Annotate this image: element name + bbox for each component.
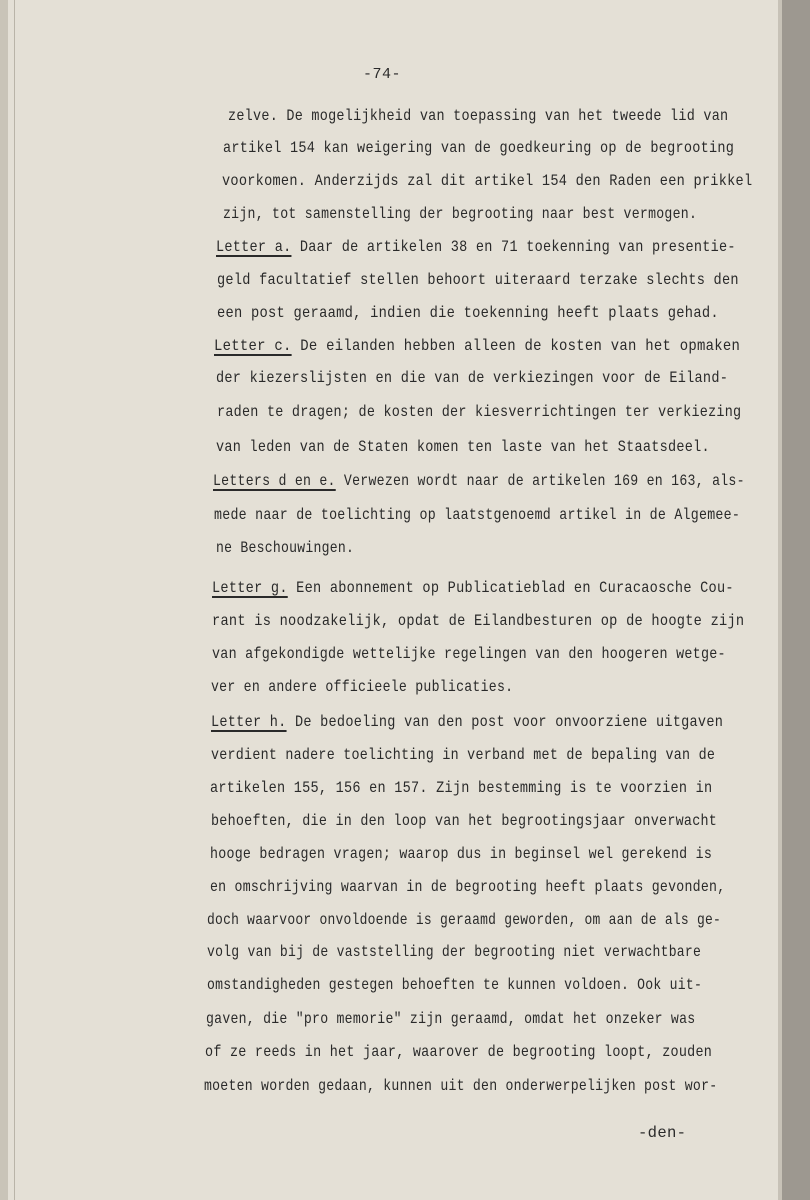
line-text: ne Beschouwingen.	[216, 539, 355, 557]
line-text: van leden van de Staten komen ten laste van het Staatsdeel.	[216, 438, 710, 456]
page-right-border	[782, 0, 810, 1200]
section-heading: Letter g.	[212, 579, 288, 597]
line-text: De eilanden hebben alleen de kosten van het opmaken	[291, 337, 741, 355]
line-text: raden te dragen; de kosten der kiesverrichtingen ter verkiezing	[217, 403, 742, 421]
text-line	[207, 976, 702, 994]
text-line	[204, 1077, 717, 1095]
line-text: doch waarvoor onvoldoende is geraamd geworden, om aan de als ge-	[207, 911, 722, 929]
line-text: of ze reeds in het jaar, waarover de begrooting loopt, zouden	[205, 1043, 713, 1061]
line-text: behoeften, die in den loop van het begrootingsjaar onverwacht	[211, 812, 718, 830]
text-line	[216, 438, 710, 456]
line-text: en omschrijving waarvan in de begrooting heeft plaats gevonden,	[210, 878, 726, 896]
line-text: Verwezen wordt naar de artikelen 169 en 163, als-	[335, 472, 745, 490]
text-line	[205, 1043, 712, 1061]
line-text: der kiezerslijsten en die van de verkiezingen voor de Eiland-	[216, 369, 729, 387]
text-line	[212, 645, 726, 663]
line-text: moeten worden gedaan, kunnen uit den onderwerpelijken post wor-	[204, 1077, 718, 1095]
line-text: geld facultatief stellen behoort uiteraard terzake slechts den	[217, 271, 739, 289]
text-line	[214, 337, 740, 355]
text-line	[212, 612, 744, 630]
line-text: zelve. De mogelijkheid van toepassing van het tweede lid van	[228, 107, 729, 125]
section-heading: Letter c.	[214, 337, 292, 355]
line-text: Daar de artikelen 38 en 71 toekenning van presentie-	[291, 238, 736, 256]
line-text: artikel 154 kan weigering van de goedkeuring op de begrooting	[223, 139, 735, 157]
line-text: zijn, tot samenstelling der begrooting naar best vermogen.	[223, 205, 698, 223]
text-line	[223, 139, 734, 157]
line-text: volg van bij de vaststelling der begrooting niet verwachtbare	[207, 943, 702, 961]
text-line	[228, 107, 728, 125]
line-text: voorkomen. Anderzijds zal dit artikel 154 den Raden een prikkel	[222, 172, 753, 190]
line-text: ver en andere officieele publicaties.	[211, 678, 514, 696]
text-line	[211, 678, 513, 696]
section-heading: Letters d en e.	[213, 472, 336, 490]
text-line	[216, 369, 728, 387]
text-line	[216, 539, 354, 557]
page-number: -74-	[363, 66, 402, 83]
line-text: artikelen 155, 156 en 157. Zijn bestemming is te voorzien in	[210, 779, 713, 797]
text-line	[216, 238, 736, 256]
text-line	[214, 506, 740, 524]
text-line	[210, 845, 712, 863]
line-text: hooge bedragen vragen; waarop dus in beginsel wel gerekend is	[210, 845, 713, 863]
text-line	[217, 304, 719, 322]
text-line	[207, 943, 701, 961]
line-text: Een abonnement op Publicatieblad en Curacaosche Cou-	[287, 579, 734, 597]
text-line	[206, 1010, 695, 1028]
line-text: verdient nadere toelichting in verband met de bepaling van de	[211, 746, 716, 764]
text-line	[213, 472, 745, 490]
text-line	[212, 579, 734, 597]
text-line	[217, 271, 739, 289]
text-line	[211, 746, 715, 764]
line-text: gaven, die "pro memorie" zijn geraamd, omdat het onzeker was	[206, 1010, 696, 1028]
line-text: omstandigheden gestegen behoeften te kunnen voldoen. Ook uit-	[207, 976, 703, 994]
text-line	[207, 911, 721, 929]
catchword: -den-	[638, 1124, 687, 1142]
text-line	[222, 172, 752, 190]
section-heading: Letter h.	[211, 713, 287, 731]
text-line	[223, 205, 697, 223]
line-text: rant is noodzakelijk, opdat de Eilandbesturen op de hoogte zijn	[212, 612, 745, 630]
line-text: De bedoeling van den post voor onvoorziene uitgaven	[286, 713, 724, 731]
line-text: een post geraamd, indien die toekenning heeft plaats gehad.	[217, 304, 719, 322]
text-line	[210, 878, 725, 896]
text-line	[217, 403, 741, 421]
line-text: van afgekondigde wettelijke regelingen van den hoogeren wetge-	[212, 645, 726, 663]
text-line	[211, 713, 723, 731]
text-line	[210, 779, 712, 797]
line-text: mede naar de toelichting op laatstgenoemd artikel in de Algemee-	[214, 506, 741, 524]
section-heading: Letter a.	[216, 238, 292, 256]
text-line	[211, 812, 717, 830]
